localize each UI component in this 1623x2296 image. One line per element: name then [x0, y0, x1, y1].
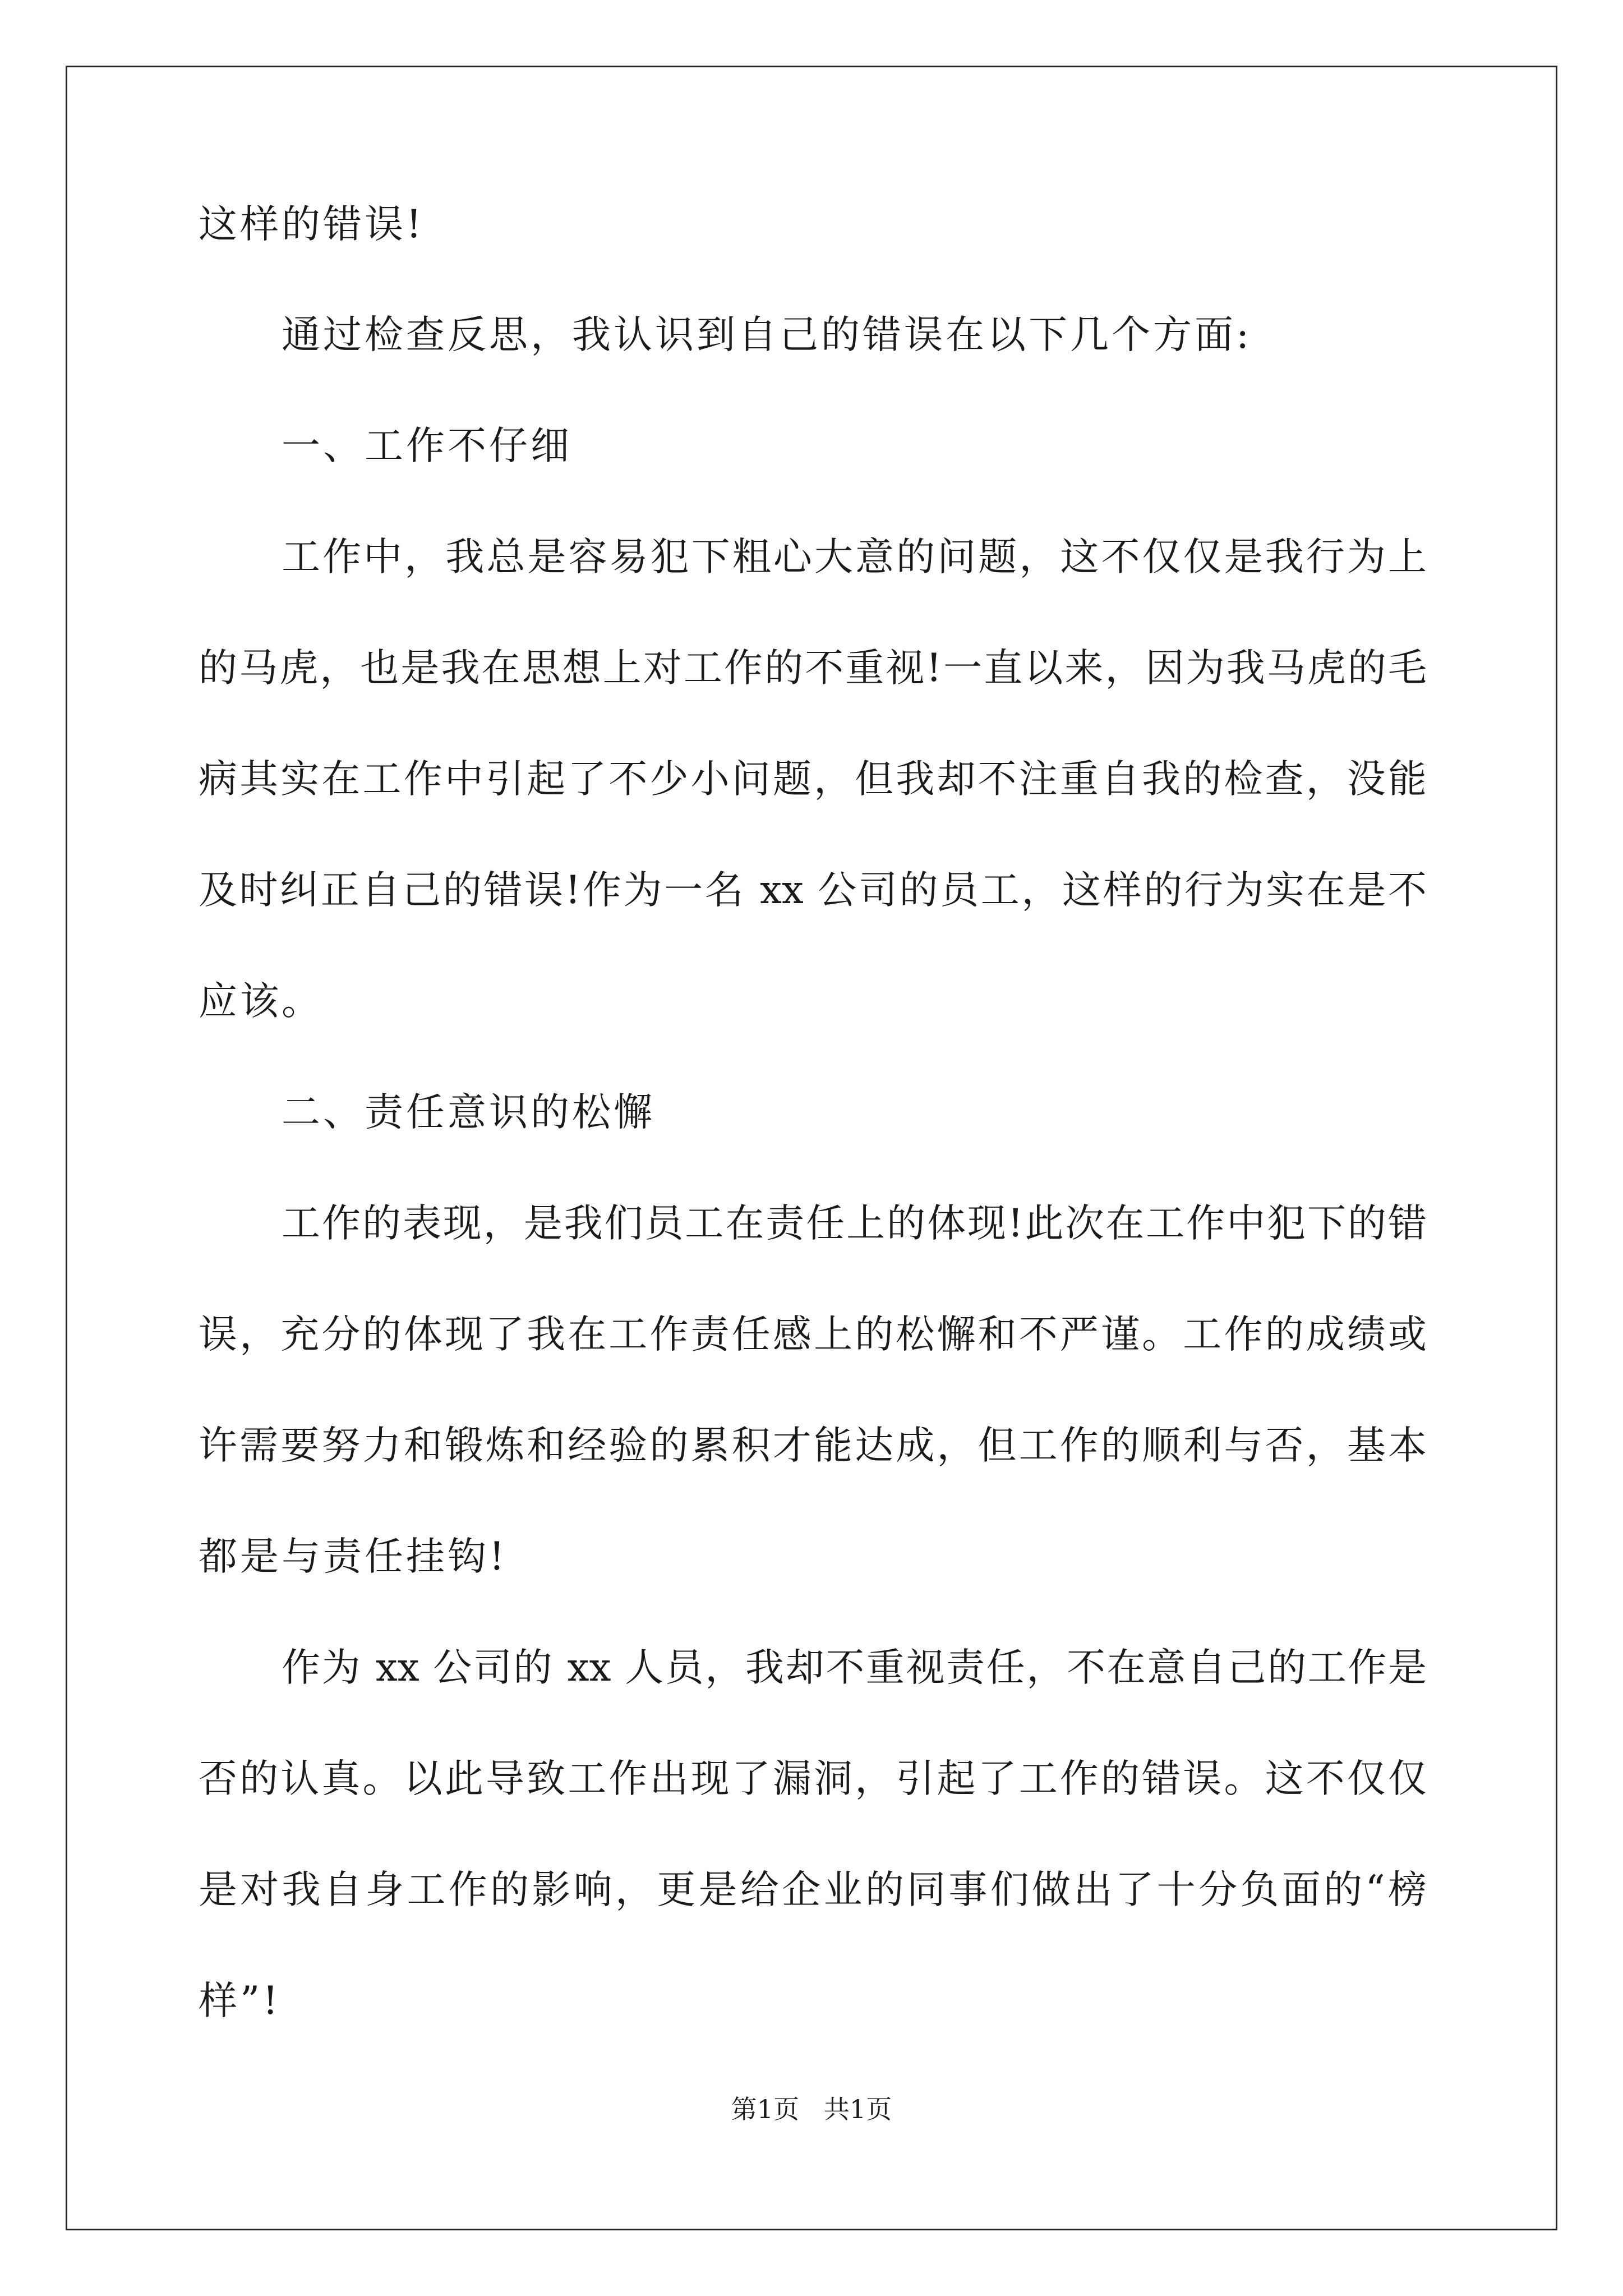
- text-line: 通过检查反思，我认识到自己的错误在以下几个方面:: [282, 312, 1252, 357]
- section-heading: 二、责任意识的松懈: [282, 1090, 655, 1135]
- text-line: 这样的错误!: [199, 202, 425, 247]
- text-line: 工作的表现，是我们员工在责任上的体现!此次在工作中犯下的错: [282, 1201, 1427, 1246]
- text-line: 否的认真。以此导致工作出现了漏洞，引起了工作的错误。这不仅仅: [199, 1756, 1427, 1801]
- text-line: 是对我自身工作的影响，更是给企业的同事们做出了十分负面的“榜: [199, 1867, 1427, 1912]
- text-line: 样”!: [199, 1978, 282, 2023]
- text-line: 应该。: [199, 979, 323, 1024]
- text-line: 作为 xx 公司的 xx 人员，我却不重视责任，不在意自己的工作是: [282, 1645, 1427, 1690]
- text-line: 病其实在工作中引起了不少小问题，但我却不注重自我的检查，没能: [199, 757, 1427, 802]
- text-line: 的马虎，也是我在思想上对工作的不重视!一直以来，因为我马虎的毛: [199, 646, 1427, 691]
- text-line: 都是与责任挂钩!: [199, 1534, 508, 1579]
- page-footer: 第1页 共1页: [731, 2094, 892, 2124]
- section-heading: 一、工作不仔细: [282, 424, 572, 468]
- text-line: 工作中，我总是容易犯下粗心大意的问题，这不仅仅是我行为上: [282, 535, 1427, 579]
- text-line: 误，充分的体现了我在工作责任感上的松懈和不严谨。工作的成绩或: [199, 1312, 1427, 1357]
- text-line: 许需要努力和锻炼和经验的累积才能达成，但工作的顺利与否，基本: [199, 1423, 1427, 1468]
- text-line: 及时纠正自己的错误!作为一名 xx 公司的员工，这样的行为实在是不: [199, 868, 1427, 913]
